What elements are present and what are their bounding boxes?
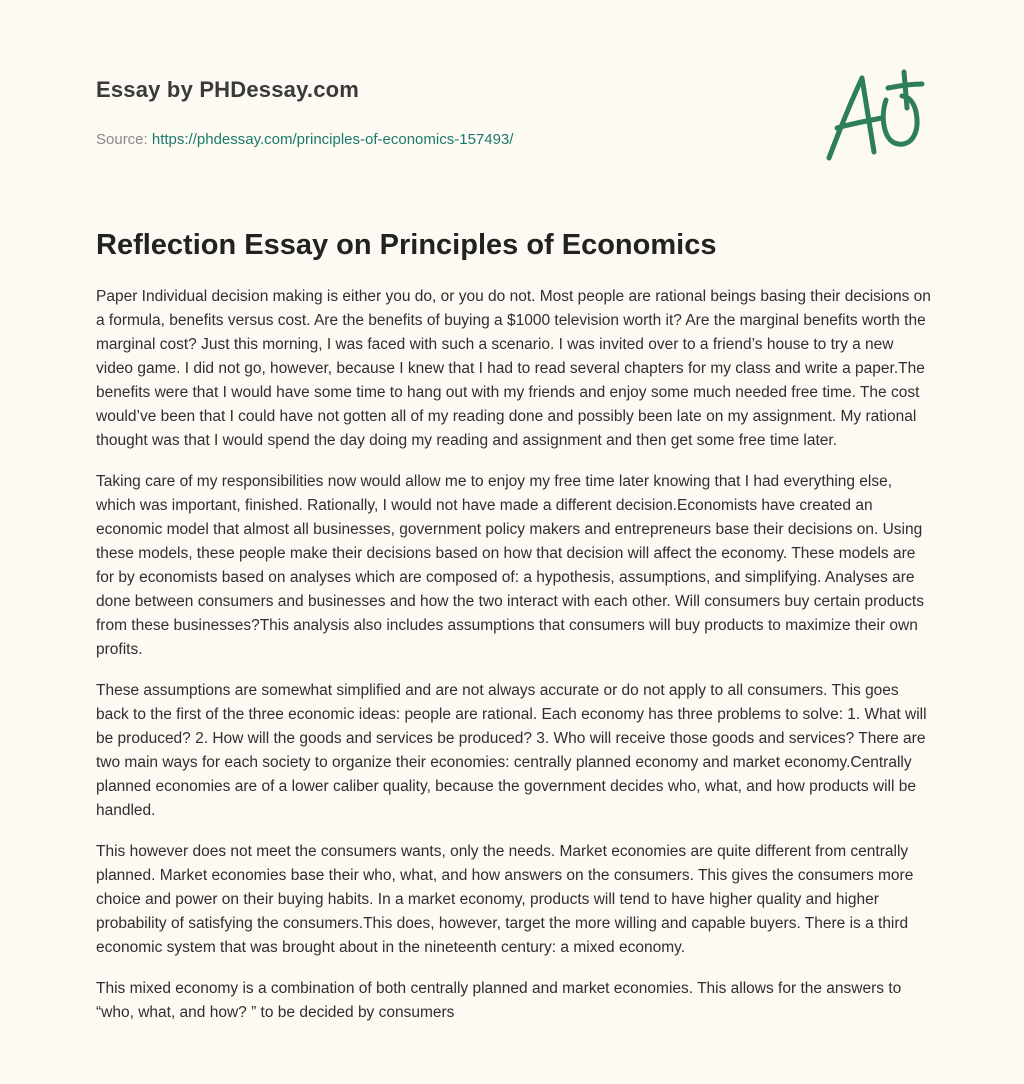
a-plus-logo-icon bbox=[822, 66, 928, 166]
source-line bbox=[96, 130, 796, 150]
source-label: Source: bbox=[96, 131, 152, 148]
essay-body bbox=[96, 285, 932, 1042]
paragraph-1: Paper Individual decision making is either you do, or you do not. Most people are rational beings basing their decisions on a formula, benefits versus cost. Are the benefits of buying a $1000 television worth it? Are the marginal benefits worth the marginal cost? Just this morning, I was faced with such a scenario. I was invited over to a friend’s house to try a new video game. I did not go, however, because I knew that I had to read several chapters for my class and write a paper.The benefits were that I would have some time to hang out with my friends and enjoy some much needed free time. The cost would’ve been that I could have not gotten all of my reading done and possibly been late on my assignment. My rational thought was that I would spend the day doing my reading and assignment and then get some free time later. bbox=[96, 288, 931, 449]
paragraph-4: This however does not meet the consumers wants, only the needs. Market economies are quite different from centrally planned. Market economies base their who, what, and how answers on the consumers. This gives the consumers more choice and power on their buying habits. In a market economy, products will tend to have higher quality and higher probability of satisfying the consumers.This does, however, target the more willing and capable buyers. There is a third economic system that was brought about in the nineteenth century: a mixed economy. bbox=[96, 843, 914, 956]
paragraph-2: Taking care of my responsibilities now would allow me to enjoy my free time later knowing that I had everything else, which was important, finished. Rationally, I would not have made a different decision.Economists have created an economic model that almost all businesses, government policy makers and entrepreneurs base their decisions on. Using these models, these people make their decisions based on how that decision will affect the economy. These models are for by economists based on analyses which are composed of: a hypothesis, assumptions, and simplifying. Analyses are done between consumers and businesses and how the two interact with each other. Will consumers buy certain products from these businesses?This analysis also includes assumptions that consumers will buy products to maximize their own profits. bbox=[96, 473, 924, 658]
source-link[interactable]: https://phdessay.com/principles-of-economics-157493/ bbox=[151, 131, 514, 148]
site-brand: Essay by PHDessay.com bbox=[96, 77, 360, 102]
page-header bbox=[96, 74, 796, 150]
paragraph-3: These assumptions are somewhat simplified and are not always accurate or do not apply to all consumers. This goes back to the first of the three economic ideas: people are rational. Each economy has three problems to solve: 1. What will be produced? 2. How will the goods and services be produced? 3. Who will receive those goods and services? There are two main ways for each society to organize their economies: centrally planned economy and market economy.Centrally planned economies are of a lower caliber quality, because the government decides who, what, and how products will be handled. bbox=[96, 682, 927, 819]
paragraph-5: This mixed economy is a combination of both centrally planned and market economies. This allows for the answers to “who, what, and how? ” to be decided by consumers bbox=[96, 980, 902, 1021]
essay-title: Reflection Essay on Principles of Economics bbox=[96, 229, 717, 261]
